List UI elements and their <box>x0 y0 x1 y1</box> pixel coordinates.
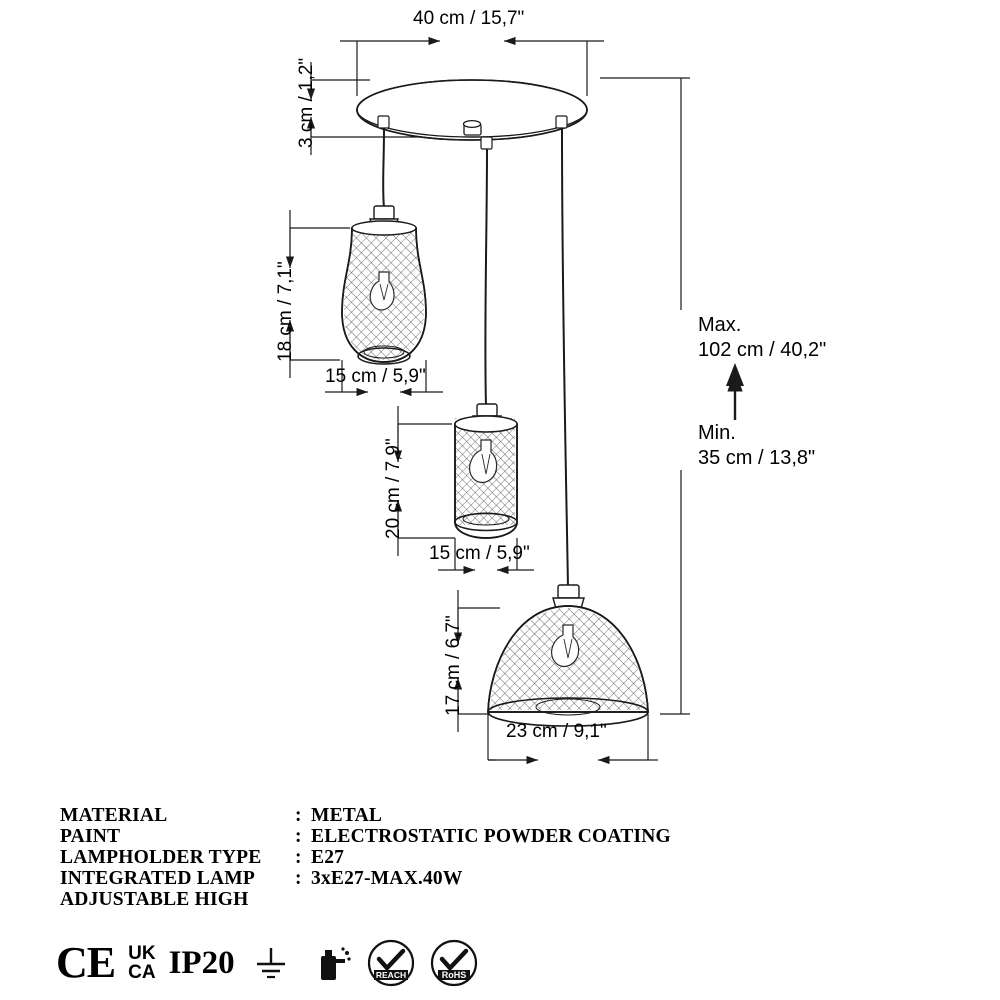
spec-value: ELECTROSTATIC POWDER COATING <box>311 826 671 847</box>
spec-colon: : <box>295 847 302 868</box>
ukca-mark <box>128 944 155 982</box>
spec-value: 3xE27-MAX.40W <box>311 868 463 889</box>
ukca-line1: UK <box>128 943 156 964</box>
spec-colon: : <box>295 805 302 826</box>
svg-text:REACH: REACH <box>375 970 406 980</box>
table-row <box>60 826 671 847</box>
min-label: Min. <box>698 422 736 444</box>
spec-colon: : <box>295 826 302 847</box>
dim-shade3-width: 23 cm / 9,1" <box>506 721 607 742</box>
spec-key: ADJUSTABLE HIGH <box>60 889 249 910</box>
ip-rating: IP20 <box>168 944 235 981</box>
spec-key: PAINT <box>60 826 121 847</box>
max-label: Max. <box>698 314 742 336</box>
spec-colon: : <box>295 868 302 889</box>
table-row <box>60 889 671 910</box>
spec-value: E27 <box>311 847 345 868</box>
max-value: 102 cm / 40,2" <box>698 339 827 361</box>
table-row <box>60 805 671 826</box>
dim-shade2-height: 20 cm / 7,9" <box>383 438 404 539</box>
min-value: 35 cm / 13,8" <box>698 447 816 469</box>
certification-badges <box>56 938 479 988</box>
table-row <box>60 868 671 889</box>
dim-shade2-width: 15 cm / 5,9" <box>429 543 530 564</box>
dim-shade3-height: 17 cm / 6,7" <box>443 615 464 716</box>
dim-shade1-height: 18 cm / 7,1" <box>275 261 296 362</box>
spec-colon <box>295 889 311 910</box>
dim-canopy-height: 3 cm / 1,2" <box>296 57 317 148</box>
spec-key: MATERIAL <box>60 805 168 826</box>
svg-text:RoHS: RoHS <box>441 970 466 980</box>
ukca-line2: CA <box>128 962 156 983</box>
spray-paint-icon <box>307 940 353 986</box>
earth-ground-icon <box>248 940 294 986</box>
spec-key: LAMPHOLDER TYPE <box>60 847 262 868</box>
dim-canopy-diameter: 40 cm / 15,7" <box>413 8 525 29</box>
spec-key: INTEGRATED LAMP <box>60 868 255 889</box>
rohs-badge <box>429 938 479 988</box>
specifications-table <box>60 805 671 910</box>
spec-value <box>311 889 671 910</box>
ce-mark: CE <box>56 938 116 987</box>
reach-badge <box>366 938 416 988</box>
spec-value: METAL <box>311 805 383 826</box>
table-row <box>60 847 671 868</box>
dim-shade1-width: 15 cm / 5,9" <box>325 366 426 387</box>
